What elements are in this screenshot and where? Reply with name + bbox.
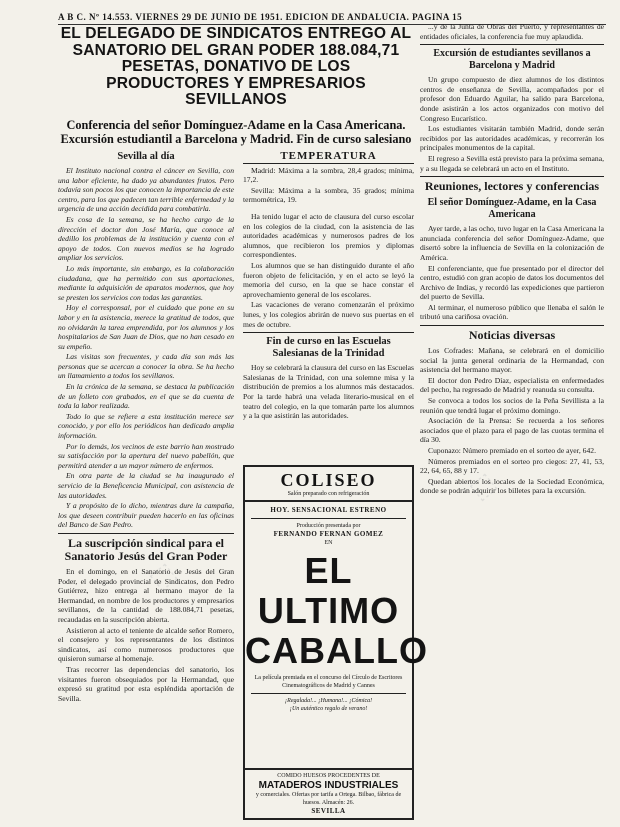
divider — [420, 176, 604, 177]
paragraph: En otra parte de la ciudad se ha inaugurado el servicio de la Beneficencia Municipal, con asistencia de las autoridades. — [58, 471, 234, 500]
paragraph: El conferenciante, que fue presentado por el director del centro, estudió con gran acopio de datos los documentos del Archivo de Indias, y recordó las expediciones que partieron del puerto de Sevilla. — [420, 263, 604, 302]
paragraph: Un grupo compuesto de diez alumnos de los distintos centros de enseñanza de Sevilla, acompañados por el profesor don Eduardo Aguilar, ha salido para Barcelona, donde asistirán a los actos organizados con motivo del Congreso Eucarístico. — [420, 75, 604, 123]
paragraph: Las vacaciones de verano comenzarán el próximo lunes, y los colegios abrirán de nuevo sus puertas en el mes de octubre. — [243, 300, 414, 329]
paragraph: Ayer tarde, a las ocho, tuvo lugar en la Casa Americana la anunciada conferencia del señor Domínguez-Adame, que disertó sobre la influencia de Sevilla en la colonización de América. — [420, 224, 604, 262]
paragraph: Todo lo que se refiere a esta institución merece ser conocido, y por ello los periódicos han dedicado amplia información. — [58, 411, 234, 441]
paragraph: Por lo demás, los vecinos de este barrio han mostrado su satisfacción por la apertura del nuevo pabellón, que permitirá atender a un mayor número de enfermos. — [58, 441, 234, 470]
suscripcion-article — [58, 567, 234, 703]
left-column — [58, 150, 234, 820]
paragraph: En la crónica de la semana, se destaca la publicación de un folleto con grabados, en el que se da cuenta de toda la labor realizada. — [58, 382, 234, 411]
divider — [420, 325, 604, 326]
paragraph: En el domingo, en el Sanatorio de Jesús del Gran Poder, el delegado provincial de Sindicatos, don Pedro Gutiérrez, hizo entrega al hermano mayor de la Hermandad, en nombre de los productores y empresarios sevillanos, de la cantidad de 188.084,71 pesetas, recaudadas en la suscripción abierta. — [58, 566, 234, 624]
paragraph: Tras recorrer las dependencias del sanatorio, los visitantes fueron obsequiados por la Hermandad, que expresó su gratitud por esta espléndida aportación de Sevilla. — [58, 664, 234, 703]
paragraph: Ha tenido lugar el acto de clausura del curso escolar en los colegios de la ciudad, con la asistencia de las autoridades académicas y numerosos padres de los alumnos, que recibieron los premios y diplomas correspondientes. — [243, 212, 414, 260]
paragraph: Los estudiantes visitarán también Madrid, donde serán recibidos por las autoridades académicas, y recorrerán los principales monumentos de la capital. — [420, 124, 604, 153]
watermark-mark: ⬚ — [143, 555, 183, 596]
paragraph: Hoy el corresponsal, por el cuidado que pone en su labor y en la asistencia, merece la gratitud de todos, que no olvidarán la tarea emprendida, por los alumnos y los hospitalarios de San Juan de Dios, que no han cesado en su empeño. — [58, 303, 234, 351]
ad-title-line-1: EL — [304, 550, 353, 591]
paragraph: Y a propósito de lo dicho, mientras dure la campaña, los que deseen contribuir pueden hacerlo en las oficinas del Banco de San Pedro. — [58, 501, 234, 530]
main-subheadline: Conferencia del señor Domínguez-Adame en la Casa Americana. Excursión estudiantil a Barcelona y Madrid. Fin de curso salesiano — [60, 118, 412, 146]
ad-tagline-2: ¡Un auténtico regalo de verano! — [289, 706, 368, 712]
ad-note: La película premiada en el concurso del Círculo de Escritores Cinematográficos de Madrid y Cannes — [254, 675, 403, 689]
section-title-excursion: Excursión de estudiantes sevillanos a Barcelona y Madrid — [433, 48, 591, 72]
ad-bottom-line-4: SEVILLA — [311, 807, 346, 815]
section-title-fin-curso: Fin de curso en las Escuelas Salesianas de la Trinidad — [266, 336, 391, 360]
paragraph: Asistieron al acto el teniente de alcalde señor Romero, el consejero y los representantes de los distintos sindicatos, así como numerosos productores que quisieron sumarse al homenaje. — [58, 625, 234, 664]
ad-tagline-1: ¡Regalada!... ¡Humana!... ¡Cómica! — [284, 698, 373, 704]
middle-column — [243, 212, 414, 460]
temperature-box — [243, 152, 414, 206]
divider — [251, 693, 406, 694]
ad-bottom-line-1: COMIDO HUESOS PROCEDENTES DE — [277, 773, 380, 779]
temperature-title: TEMPERATURA — [243, 152, 414, 164]
right-column — [420, 22, 604, 820]
ad-title-line-3: CABALLO — [245, 630, 428, 671]
ad-header — [245, 467, 412, 502]
paragraph: Se convoca a todos los socios de la Peña Sevillista a la reunión que tendrá lugar el próximo domingo. — [420, 396, 604, 415]
divider — [58, 533, 234, 534]
paragraph: Asociación de la Prensa: Se recuerda a los señores asociados que el plazo para el pago de las cuotas termina el día 30. — [420, 416, 604, 445]
ad-presents: Producción presentada por — [296, 523, 361, 529]
watermark-mark: ⬚ — [463, 465, 503, 506]
section-title-sevilla: Sevilla al día — [117, 151, 175, 162]
ad-premiere: HOY. SENSACIONAL ESTRENO — [270, 506, 387, 514]
paragraph: Las visitas son frecuentes, y cada día son más las personas que se acercan a conocer la obra. Se ha hecho un llamamiento a todos los sevillanos. — [58, 352, 234, 381]
paragraph: Es cosa de la semana, se ha hecho cargo de la dirección el doctor don José María, que conoce al dedillo los problemas de la institución y cuenta con el apoyo de todos. Con nuevos medios se ha logrado ampliar los servicios. — [58, 214, 234, 263]
paragraph: El doctor don Pedro Díaz, especialista en enfermedades del pecho, ha regresado de Madrid y reanuda su consulta. — [420, 375, 604, 395]
section-title-noticias: Noticias diversas — [468, 328, 556, 343]
ad-title-line-2: ULTIMO — [257, 590, 400, 631]
sevilla-article — [58, 166, 234, 530]
temperature-sevilla: Sevilla: Máxima a la sombra, 35 grados; mínima termométrica, 19. — [243, 185, 414, 205]
page-header: A B C. Nº 14.553. VIERNES 29 DE JUNIO DE 1951. EDICION DE ANDALUCIA. PAGINA 15 — [58, 12, 606, 25]
section-title-suscripcion: La suscripción sindical para el Sanatorio Jesús del Gran Poder — [64, 535, 228, 563]
temperature-madrid: Madrid: Máxima a la sombra, 28,4 grados; mínima, 17,2. — [243, 165, 414, 185]
coliseo-advertisement — [243, 465, 428, 820]
paragraph: Los Cofrades: Mañana, se celebrará en el domicilio social la junta general ordinaria de la Hermandad, con asistencia del hermano mayor. — [420, 346, 604, 375]
divider — [243, 332, 414, 333]
divider — [251, 518, 406, 519]
paragraph: Lo más importante, sin embargo, es la colaboración ciudadana, que ha permitido con sus aportaciones, mediante la adquisición de aparatos modernos, que hoy se presten los servicios con todas las garantías. — [58, 263, 234, 302]
ad-theater-sub: Salón preparado con refrigeración — [287, 491, 370, 497]
divider — [420, 44, 604, 45]
section-title-conferencia: El señor Domínguez-Adame, en la Casa Americana — [427, 197, 597, 221]
paragraph: Hoy se celebrará la clausura del curso en las Escuelas Salesianas de la Trinidad, con una solemne misa y la distribución de premios a los alumnos más destacados. Por la tarde habrá una velada literario-musical en el teatro del colegio, en la que tomarán parte los alumnos y a la que asistirán las autoridades. — [243, 363, 414, 421]
paragraph: El Instituto nacional contra el cáncer en Sevilla, con una labor eficiente, ha dado ya abundantes frutos. Pero todavía son pocos los que conocen la importancia de este centro, para los que padecen tan terrible enfermedad y la urgencia de una acción decidida para combatirla. — [58, 166, 234, 214]
ad-theater-name: COLISEO — [280, 470, 377, 490]
paragraph: ...y de la Junta de Obras del Puerto, y representantes de entidades oficiales, la conferencia fue muy aplaudida. — [420, 22, 604, 41]
paragraph: Quedan abiertos los locales de la Sociedad Económica, donde se podrán adquirir los billetes para la excursión. — [420, 476, 604, 496]
paragraph: Los alumnos que se han distinguido durante el año fueron objeto de felicitación, y en el acto se leyó la memoria del curso, en la que se hace constar el aprovechamiento general de los escolares. — [243, 260, 414, 299]
paragraph: El regreso a Sevilla está previsto para la próxima semana, y a su llegada se celebrará un acto en el Instituto. — [420, 153, 604, 173]
paragraph: Números premiados en el sorteo pro ciegos: 27, 41, 53, 22, 64, 65, 88 y 17. — [420, 456, 604, 476]
ad-actor: FERNANDO FERNAN GOMEZ — [273, 530, 384, 538]
ad-bottom-line-3: y comerciales. Ofertas por tarifa a Ortega. Bilbao, fábrica de huesos. Almacén: 26. — [255, 792, 402, 806]
section-title-reuniones: Reuniones, lectores y conferencias — [424, 179, 600, 194]
ad-bottom-line-2: MATADEROS INDUSTRIALES — [258, 780, 399, 791]
paragraph: Cuponazo: Número premiado en el sorteo de ayer, 642. — [428, 446, 596, 455]
paragraph: Al terminar, el numeroso público que llenaba el salón le tributó una cariñosa ovación. — [420, 302, 604, 322]
ad-de: EN — [324, 540, 333, 546]
main-headline: EL DELEGADO DE SINDICATOS ENTREGO AL SANATORIO DEL GRAN PODER 188.084,71 PESETAS, DONATIVO DE LOS PRODUCTORES Y EMPRESARIOS SEVILLANOS — [60, 25, 412, 108]
ad-mataderos — [245, 768, 412, 818]
